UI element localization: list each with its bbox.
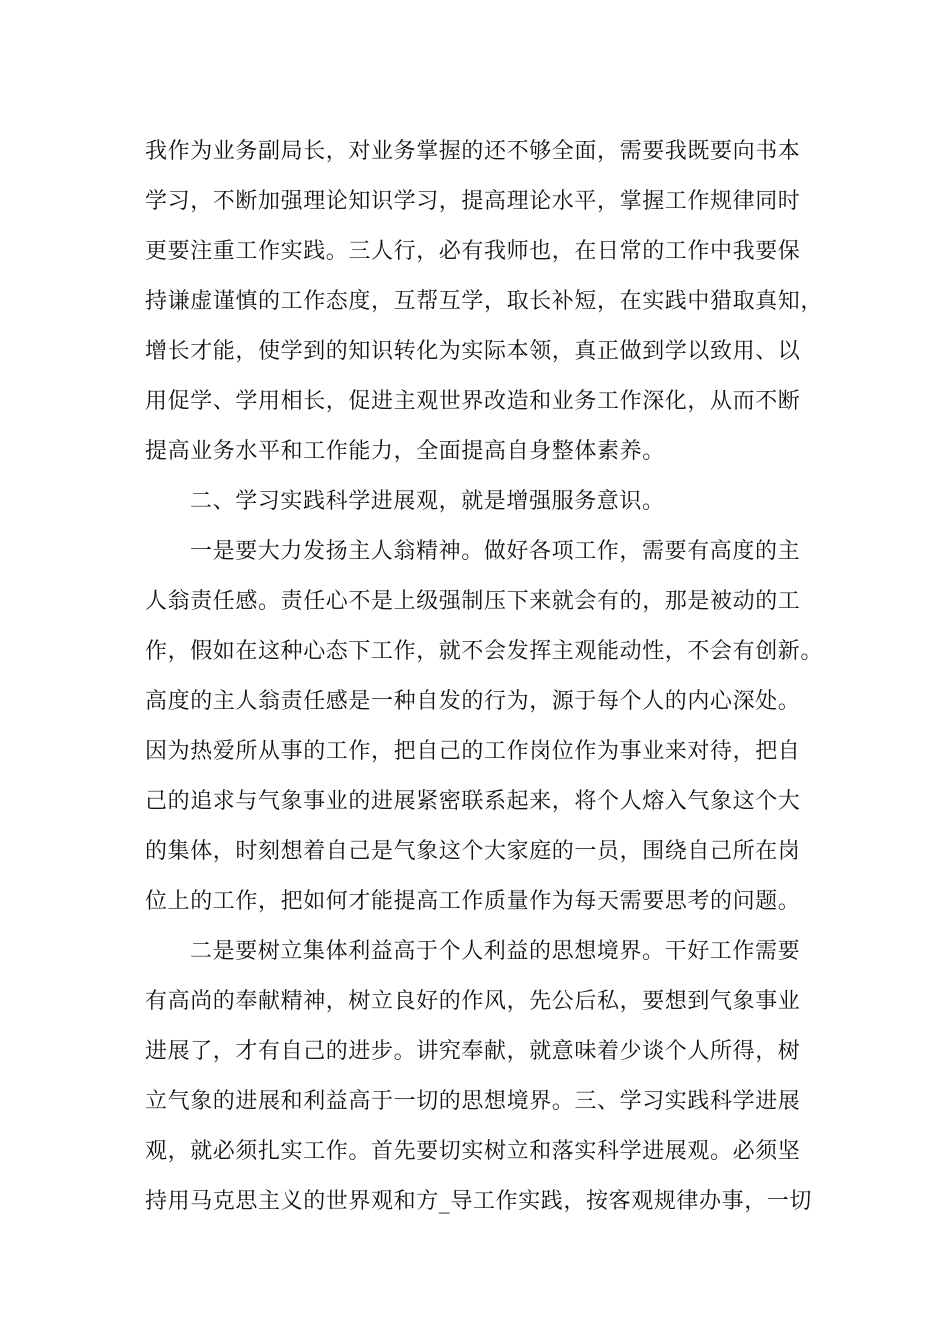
text-line: 人翁责任感。责任心不是上级强制压下来就会有的，那是被动的工 — [145, 589, 801, 614]
text-line: 持用马克思主义的世界观和方_导工作实践，按客观规律办事，一切 — [145, 1189, 813, 1214]
paragraph-start-line: 一是要大力发扬主人翁精神。做好各项工作，需要有高度的主 — [190, 539, 801, 564]
text-line: 用促学、学用相长，促进主观世界改造和业务工作深化，从而不断 — [145, 389, 801, 414]
text-line: 己的追求与气象事业的进展紧密联系起来，将个人熔入气象这个大 — [145, 789, 801, 814]
text-line: 作，假如在这种心态下工作，就不会发挥主观能动性，不会有创新。 — [145, 639, 824, 664]
text-line: 学习，不断加强理论知识学习，提高理论水平，掌握工作规律同时 — [145, 189, 801, 214]
text-line: 增长才能，使学到的知识转化为实际本领，真正做到学以致用、以 — [145, 339, 801, 364]
text-line: 因为热爱所从事的工作，把自己的工作岗位作为事业来对待，把自 — [145, 739, 801, 764]
text-line: 持谦虚谨慎的工作态度，互帮互学，取长补短，在实践中猎取真知， — [145, 289, 824, 314]
text-line: 我作为业务副局长，对业务掌握的还不够全面，需要我既要向书本 — [145, 139, 801, 164]
text-line: 立气象的进展和利益高于一切的思想境界。三、学习实践科学进展 — [145, 1089, 801, 1114]
text-line: 的集体，时刻想着自己是气象这个大家庭的一员，围绕自己所在岗 — [145, 839, 801, 864]
paragraph-start-line: 二是要树立集体利益高于个人利益的思想境界。干好工作需要 — [190, 939, 801, 964]
text-line: 更要注重工作实践。三人行，必有我师也，在日常的工作中我要保 — [145, 239, 801, 264]
section-heading: 二、学习实践科学进展观，就是增强服务意识。 — [190, 489, 665, 514]
text-line: 有高尚的奉献精神，树立良好的作风，先公后私，要想到气象事业 — [145, 989, 801, 1014]
text-line: 高度的主人翁责任感是一种自发的行为，源于每个人的内心深处。 — [145, 689, 801, 714]
text-line: 提高业务水平和工作能力，全面提高自身整体素养。 — [145, 439, 665, 464]
text-line: 观，就必须扎实工作。首先要切实树立和落实科学进展观。必须坚 — [145, 1139, 801, 1164]
text-line: 进展了，才有自己的进步。讲究奉献，就意味着少谈个人所得，树 — [145, 1039, 801, 1064]
text-line: 位上的工作，把如何才能提高工作质量作为每天需要思考的问题。 — [145, 889, 801, 914]
